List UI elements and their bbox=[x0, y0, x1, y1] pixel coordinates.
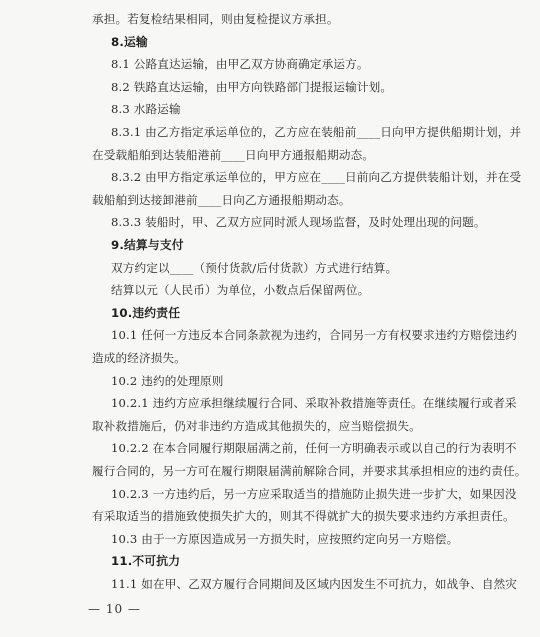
text-line: 取补救措施后，仍对非违约方造成其他损失的，应当赔偿损失。 bbox=[92, 418, 421, 433]
section-heading: 8.运输 bbox=[111, 34, 148, 49]
text-line: 10.2 违约的处理原则 bbox=[111, 373, 224, 388]
text-line: 10.1 任何一方违反本合同条款视为违约，合同另一方有权要求违约方赔偿违约 bbox=[111, 328, 518, 343]
text-line: 8.3.1 由乙方指定承运单位的，乙方应在装船前____日向甲方提供船期计划，并 bbox=[111, 125, 522, 139]
text-line: 结算以元（人民币）为单位，小数点后保留两位。 bbox=[111, 283, 370, 298]
text-line: 造成的经济损失。 bbox=[92, 351, 186, 365]
text-line: 履行合同的，另一方可在履行期限届满前解除合同，并要求其承担相应的违约责任。 bbox=[92, 464, 527, 478]
text-line: 8.3.2 由甲方指定承运单位的，甲方应在____日前向乙方提供装船计划，并在受 bbox=[111, 170, 522, 185]
text-line: 在受载船舶到达装船港前____日向甲方通报船期动态。 bbox=[92, 147, 375, 162]
text-line: 载船舶到达接卸港前____日向乙方通报船期动态。 bbox=[92, 192, 351, 207]
section-heading: 11.不可抗力 bbox=[111, 554, 181, 569]
section-heading: 10.违约责任 bbox=[111, 305, 181, 320]
text-line: 8.1 公路直达运输，由甲乙双方协商确定承运方。 bbox=[111, 57, 369, 72]
text-line: 11.1 如在甲、乙双方履行合同期间及区域内因发生不可抗力，如战争、自然灾 bbox=[111, 577, 518, 591]
text-line: 10.3 由于一方原因造成另一方损失时，应按照约定向另一方赔偿。 bbox=[111, 531, 459, 546]
section-heading: 9.结算与支付 bbox=[111, 238, 184, 252]
text-line: 双方约定以____（预付货款/后付货款）方式进行结算。 bbox=[111, 260, 398, 275]
text-line: 有采取适当的措施致使损失扩大的，则其不得就扩大的损失要求违约方承担责任。 bbox=[92, 509, 515, 524]
text-line: 10.2.1 违约方应承担继续履行合同、采取补救措施等责任。在继续履行或者采 bbox=[111, 396, 517, 411]
text-line: 8.2 铁路直达运输，由甲方向铁路部门提报运输计划。 bbox=[111, 79, 393, 94]
page-number: — 10 — bbox=[88, 602, 141, 616]
text-line: 承担。若复检结果相同，则由复检提议方承担。 bbox=[92, 12, 339, 26]
text-line: 10.2.3 一方违约后，另一方应采取适当的措施防止损失进一步扩大，如果因没 bbox=[111, 486, 517, 501]
text-line: 10.2.2 在本合同履行期限届满之前，任何一方明确表示或以自己的行为表明不 bbox=[111, 441, 517, 456]
text-line: 8.3.3 装船时，甲、乙双方应同时派人现场监督，及时处理出现的问题。 bbox=[111, 215, 486, 230]
text-line: 8.3 水路运输 bbox=[111, 102, 181, 117]
